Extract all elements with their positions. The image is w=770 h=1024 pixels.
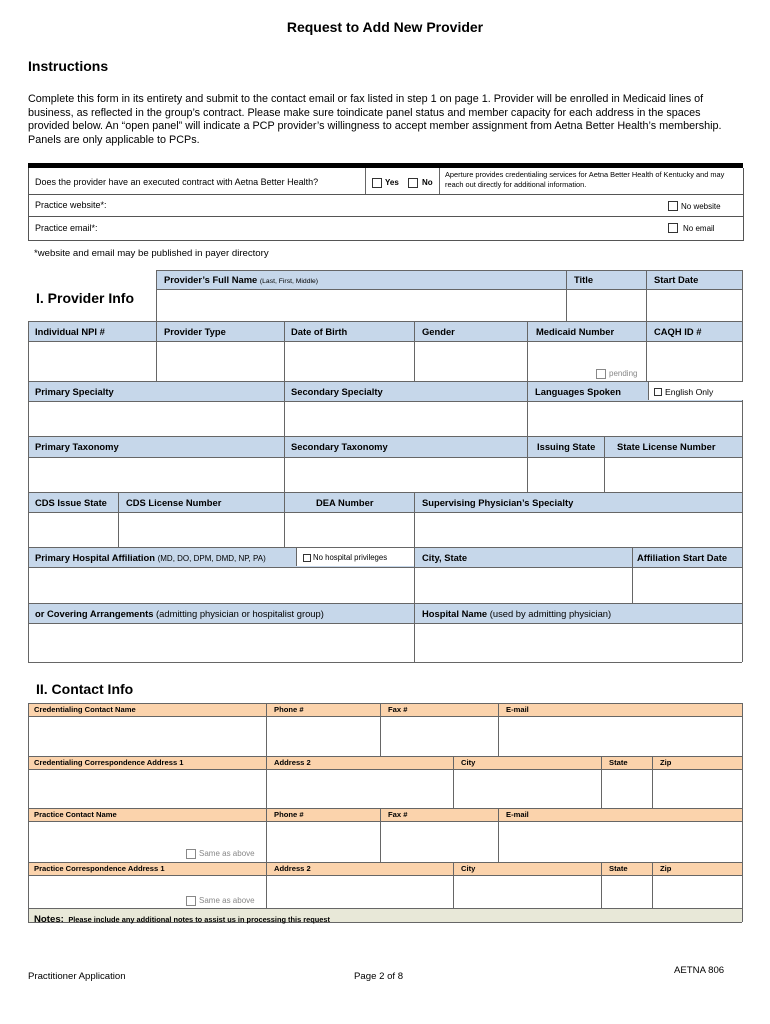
pending-checkbox[interactable] (596, 369, 606, 379)
contract-yes-checkbox[interactable] (372, 178, 382, 188)
practice-contact-header: Practice Contact Name (34, 810, 117, 819)
no-website-label: No website (681, 202, 721, 211)
practice-website-label: Practice website*: (35, 200, 107, 210)
practice-address2-header: Address 2 (274, 864, 311, 873)
practice-state-header: State (609, 864, 628, 873)
cred-contact-header: Credentialing Contact Name (34, 705, 136, 714)
covering-arrangements-header: or Covering Arrangements (admitting physician or hospitalist group) (35, 608, 324, 619)
cred-email-header: E-mail (506, 705, 529, 714)
contract-info-box (28, 168, 744, 241)
practice-phone-header: Phone # (274, 810, 304, 819)
gender-header: Gender (422, 326, 455, 337)
instructions-text: Complete this form in its entirety and submit to the contact email or fax listed in step 1 on page 1. Provider will be enrolled in Medicaid lines of business, as reflected in the group’s contract. Please make sure toindicate panel status and member capacity for each address in the spaces provided below. An “open panel” will indicate a PCP provider’s willingness to accept member assignment from Aetna Better Health’s membership. Panels are only applicable to PCPs. (28, 93, 722, 146)
issuing-state-header: Issuing State (537, 441, 596, 452)
cds-state-header: CDS Issue State (35, 497, 107, 508)
notes-label: Notes: (34, 914, 64, 925)
practice-email-header: E-mail (506, 810, 529, 819)
same-as-above-address-label: Same as above (199, 896, 255, 905)
cred-state-header: State (609, 758, 628, 767)
state-license-header: State License Number (617, 441, 716, 452)
notes-row (34, 909, 330, 927)
practice-address-header: Practice Correspondence Address 1 (34, 864, 165, 873)
no-hospital-checkbox[interactable] (303, 554, 311, 562)
cds-license-header: CDS License Number (126, 497, 222, 508)
languages-header: Languages Spoken (535, 386, 621, 397)
english-only-checkbox[interactable] (654, 388, 662, 396)
no-email-label: No email (683, 224, 715, 233)
city-state-header: City, State (422, 552, 468, 563)
directory-footnote: *website and email may be published in payer directory (34, 248, 269, 259)
practice-zip-header: Zip (660, 864, 672, 873)
same-as-above-contact-checkbox[interactable] (186, 849, 196, 859)
caqh-header: CAQH ID # (654, 326, 702, 337)
contract-question: Does the provider have an executed contract with Aetna Better Health? (35, 177, 319, 187)
hospital-name-header: Hospital Name (used by admitting physician) (422, 608, 612, 619)
footer-left: Practitioner Application (28, 971, 126, 982)
instructions-heading: Instructions (28, 58, 109, 74)
full-name-header: Provider’s Full Name (Last, First, Middle) (164, 274, 319, 285)
same-as-above-address-checkbox[interactable] (186, 896, 196, 906)
practice-email-label: Practice email*: (35, 223, 98, 233)
provider-type-header: Provider Type (164, 326, 226, 337)
title-header: Title (574, 274, 594, 285)
contact-info-grid (28, 703, 742, 925)
secondary-specialty-header: Secondary Specialty (291, 386, 383, 397)
cred-fax-header: Fax # (388, 705, 408, 714)
pending-label: pending (609, 369, 638, 378)
npi-header: Individual NPI # (35, 326, 105, 337)
provider-info-grid (28, 270, 742, 662)
dea-header: DEA Number (316, 497, 374, 508)
supervising-header: Supervising Physician’s Specialty (422, 497, 574, 508)
page-title: Request to Add New Provider (286, 19, 484, 35)
footer-right: AETNA 806 (674, 965, 725, 976)
provider-info-title: I. Provider Info (36, 290, 135, 306)
aperture-note: Aperture provides credentialing services for Aetna Better Health of Kentucky and may reach out directly for additional information. (445, 170, 725, 189)
medicaid-header: Medicaid Number (536, 326, 615, 337)
contract-no-label: No (422, 178, 433, 187)
cred-city-header: City (461, 758, 476, 767)
hospital-affiliation-header: Primary Hospital Affiliation (MD, DO, DPM, DMD, NP, PA) (35, 552, 266, 563)
start-date-header: Start Date (654, 274, 699, 285)
practice-fax-header: Fax # (388, 810, 408, 819)
practice-city-header: City (461, 864, 476, 873)
no-hospital-label: No hospital privileges (313, 553, 388, 562)
notes-hint: Please include any additional notes to assist us in processing this request (68, 915, 330, 924)
affiliation-start-header: Affiliation Start Date (637, 552, 728, 563)
contact-info-title: II. Contact Info (36, 681, 134, 697)
cred-zip-header: Zip (660, 758, 672, 767)
dob-header: Date of Birth (291, 326, 348, 337)
same-as-above-contact-label: Same as above (199, 849, 255, 858)
secondary-taxonomy-header: Secondary Taxonomy (291, 441, 388, 452)
footer-page-number: Page 2 of 8 (354, 971, 404, 982)
cred-address-header: Credentialing Correspondence Address 1 (34, 758, 184, 767)
primary-specialty-header: Primary Specialty (35, 386, 114, 397)
cred-address2-header: Address 2 (274, 758, 311, 767)
english-only-label: English Only (665, 387, 714, 397)
contract-yes-label: Yes (385, 178, 399, 187)
no-website-checkbox[interactable] (668, 201, 678, 211)
contract-no-checkbox[interactable] (408, 178, 418, 188)
cred-phone-header: Phone # (274, 705, 304, 714)
primary-taxonomy-header: Primary Taxonomy (35, 441, 119, 452)
no-email-checkbox[interactable] (668, 223, 678, 233)
